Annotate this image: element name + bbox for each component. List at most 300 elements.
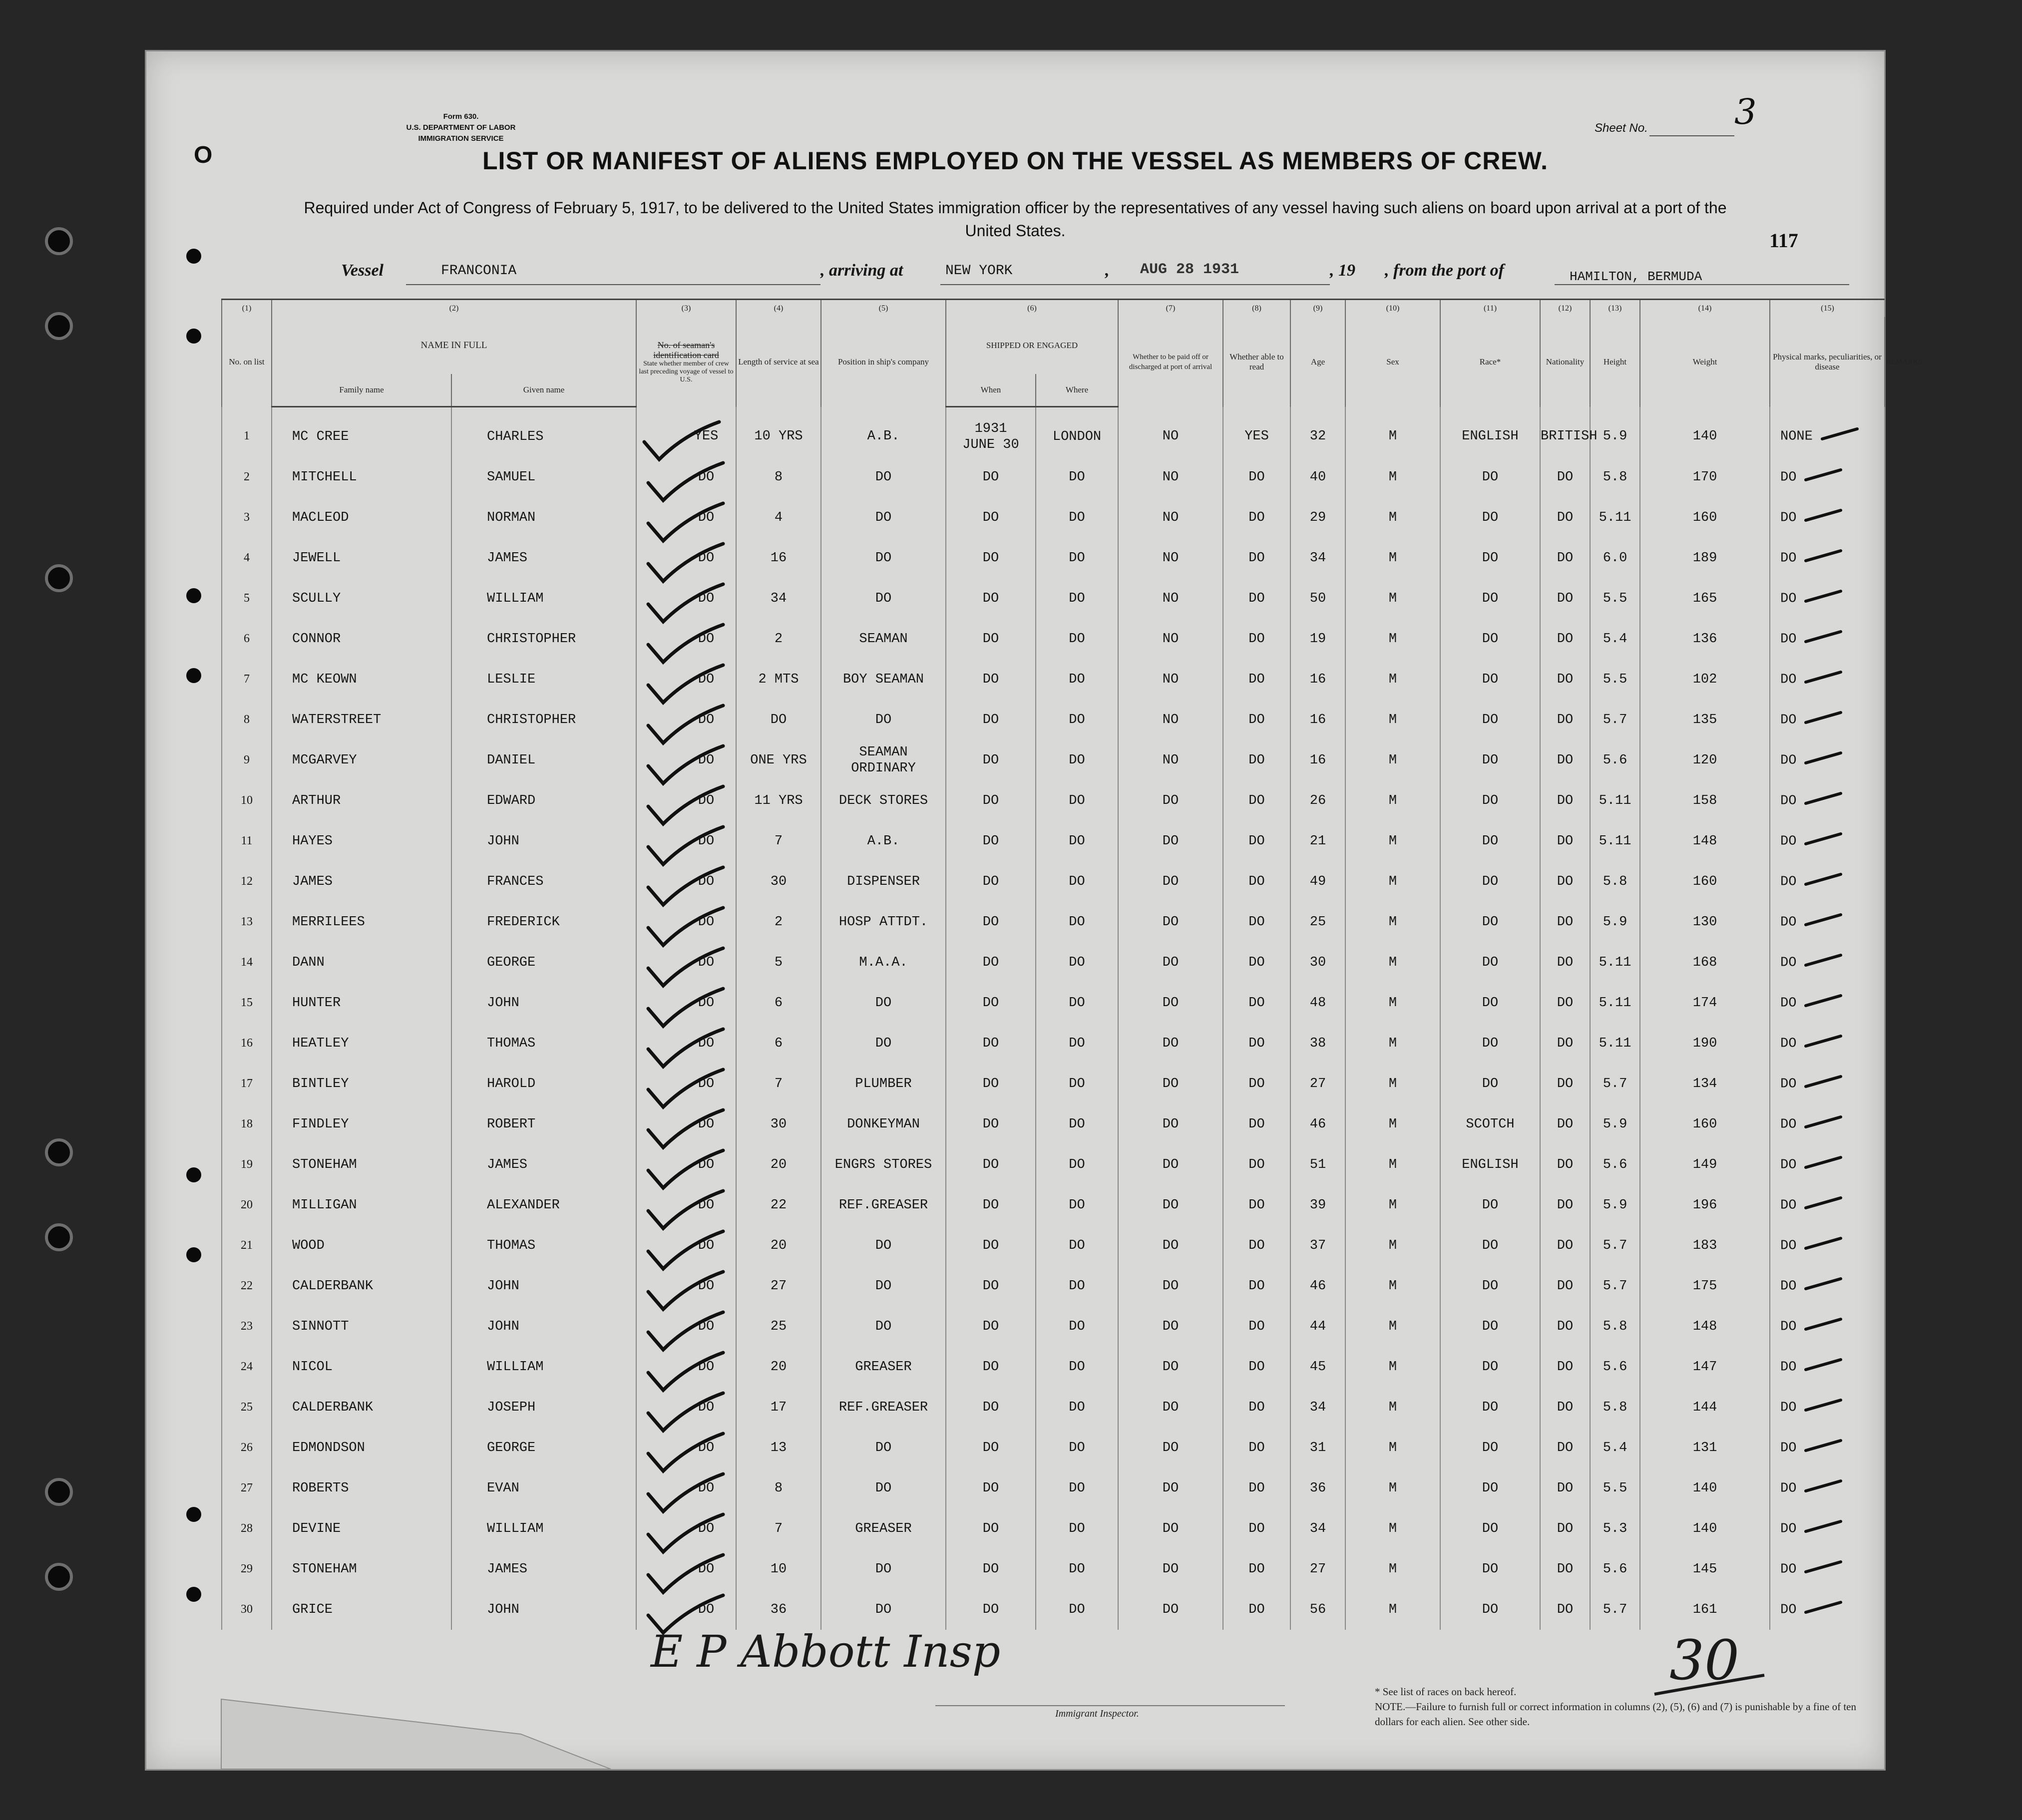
paid-off: NO	[1118, 407, 1223, 457]
paid-off: DO	[1118, 1225, 1223, 1266]
inspector-label: Immigrant Inspector.	[1055, 1708, 1139, 1719]
given-name: WILLIAM	[451, 1508, 636, 1549]
family-name: DANN	[272, 942, 451, 983]
page-subtitle: Required under Act of Congress of February 5, 1917, to be delivered to the United States immigration officer by the representatives of any vessel having such aliens on board upon arrival at a port of the United States.	[304, 199, 1727, 240]
shipped-where: DO	[1036, 1023, 1118, 1064]
physical-marks: DO	[1780, 591, 1797, 607]
sex: M	[1345, 619, 1440, 659]
header-paid-off: Whether to be paid off or discharged at port of arrival	[1118, 317, 1223, 407]
family-name: FINDLEY	[272, 1104, 451, 1144]
height: 5.9	[1590, 902, 1640, 942]
punch-hole	[45, 1478, 73, 1506]
shipped-when: DO	[982, 469, 999, 485]
paid-off: NO	[1118, 700, 1223, 740]
shipped-when-cell	[946, 619, 1036, 659]
id-card-cell	[636, 821, 736, 861]
marks-cell	[1770, 700, 1885, 740]
shipped-when-cell	[946, 1468, 1036, 1508]
weight: 161	[1640, 1589, 1770, 1630]
race: ENGLISH	[1440, 407, 1540, 457]
nationality: DO	[1540, 1144, 1590, 1185]
height: 5.8	[1590, 1387, 1640, 1428]
inspector-signature	[646, 1617, 1001, 1702]
able-read: DO	[1223, 942, 1290, 983]
list-number: 18	[222, 1104, 272, 1144]
shipped-when-cell	[946, 1023, 1036, 1064]
marks-cell	[1770, 659, 1885, 700]
shipped-when-cell	[946, 538, 1036, 578]
shipped-when: DO	[982, 1319, 999, 1334]
able-read: DO	[1223, 1549, 1290, 1589]
marks-cell	[1770, 1266, 1885, 1306]
header-age: Age	[1290, 317, 1345, 407]
physical-marks: DO	[1780, 834, 1797, 849]
binder-hole	[186, 588, 201, 603]
nationality: DO	[1540, 1387, 1590, 1428]
weight: 135	[1640, 700, 1770, 740]
position: A.B.	[867, 428, 900, 444]
inspector-line	[935, 1705, 1285, 1706]
given-name: JOHN	[451, 1306, 636, 1347]
position: DISPENSER	[847, 874, 920, 889]
marks-cell	[1770, 983, 1885, 1023]
given-name: LESLIE	[451, 659, 636, 700]
id-card-cell	[636, 1266, 736, 1306]
position: DO	[875, 1238, 892, 1253]
given-name: ALEXANDER	[451, 1185, 636, 1225]
position-cell	[821, 1387, 946, 1428]
paid-off: NO	[1118, 740, 1223, 780]
height: 5.3	[1590, 1508, 1640, 1549]
physical-marks: DO	[1780, 1360, 1797, 1375]
physical-marks: NONE	[1780, 429, 1813, 444]
paid-off: NO	[1118, 497, 1223, 538]
height: 5.9	[1590, 407, 1640, 457]
physical-marks: DO	[1780, 915, 1797, 930]
position-line-1: SEAMAN	[859, 744, 908, 760]
shipped-when: DO	[982, 1238, 999, 1253]
marks-cell	[1770, 821, 1885, 861]
position: DO	[875, 591, 892, 606]
punch-hole	[45, 227, 73, 255]
position-cell	[821, 1185, 946, 1225]
tick-mark	[1803, 869, 1843, 894]
family-name: BINTLEY	[272, 1064, 451, 1104]
height: 5.8	[1590, 457, 1640, 497]
position: DO	[875, 1278, 892, 1294]
height: 5.11	[1590, 983, 1640, 1023]
sex: M	[1345, 942, 1440, 983]
shipped-where: DO	[1036, 578, 1118, 619]
length-service: 25	[736, 1306, 821, 1347]
weight: 134	[1640, 1064, 1770, 1104]
height: 5.8	[1590, 861, 1640, 902]
able-read: DO	[1223, 619, 1290, 659]
sex: M	[1345, 902, 1440, 942]
nationality: DO	[1540, 1266, 1590, 1306]
position: GREASER	[855, 1359, 912, 1375]
given-name: ROBERT	[451, 1104, 636, 1144]
sex: M	[1345, 821, 1440, 861]
sex: M	[1345, 700, 1440, 740]
length-service: 34	[736, 578, 821, 619]
punch-hole	[45, 312, 73, 340]
age: 21	[1290, 821, 1345, 861]
shipped-where: DO	[1036, 659, 1118, 700]
age: 34	[1290, 1508, 1345, 1549]
shipped-when-cell	[946, 1306, 1036, 1347]
physical-marks: DO	[1780, 1198, 1797, 1213]
race: DO	[1440, 1508, 1540, 1549]
physical-marks: DO	[1780, 1441, 1797, 1456]
given-name: GEORGE	[451, 1428, 636, 1468]
margin-mark: O	[194, 142, 213, 168]
arriving-port: NEW YORK	[945, 263, 1013, 279]
binder-hole	[186, 329, 201, 344]
shipped-when-cell	[946, 659, 1036, 700]
nationality: DO	[1540, 1468, 1590, 1508]
header-no-on-list: No. on list	[222, 317, 272, 407]
length-service: 20	[736, 1144, 821, 1185]
shipped-when-cell	[946, 578, 1036, 619]
nationality: DO	[1540, 1306, 1590, 1347]
marks-cell	[1770, 1023, 1885, 1064]
paid-off: NO	[1118, 619, 1223, 659]
shipped-where: DO	[1036, 1387, 1118, 1428]
punch-hole	[45, 1138, 73, 1166]
shipped-when-cell	[946, 457, 1036, 497]
nationality: DO	[1540, 1225, 1590, 1266]
physical-marks: DO	[1780, 1238, 1797, 1254]
position: ENGRS STORES	[834, 1157, 932, 1172]
given-name: JOHN	[451, 821, 636, 861]
family-name: CALDERBANK	[272, 1387, 451, 1428]
marks-cell	[1770, 1104, 1885, 1144]
paid-off: DO	[1118, 983, 1223, 1023]
position-cell	[821, 700, 946, 740]
crew-table	[221, 299, 1885, 1630]
race: DO	[1440, 457, 1540, 497]
sex: M	[1345, 1104, 1440, 1144]
header-position: Position in ship's company	[821, 317, 946, 407]
physical-marks: DO	[1780, 1157, 1797, 1173]
id-card: DO	[698, 672, 715, 687]
paid-off: DO	[1118, 780, 1223, 821]
sex: M	[1345, 1508, 1440, 1549]
shipped-when: DO	[982, 631, 999, 647]
nationality: DO	[1540, 1104, 1590, 1144]
nationality: DO	[1540, 457, 1590, 497]
physical-marks: DO	[1780, 1077, 1797, 1092]
weight: 175	[1640, 1266, 1770, 1306]
sex: M	[1345, 780, 1440, 821]
family-name: ROBERTS	[272, 1468, 451, 1508]
marks-cell	[1770, 578, 1885, 619]
colnum-12: (12)	[1540, 300, 1590, 318]
list-number: 13	[222, 902, 272, 942]
position: SEAMAN	[859, 631, 908, 647]
given-name: JOHN	[451, 1589, 636, 1630]
id-card: DO	[698, 833, 715, 849]
shipped-where: DO	[1036, 700, 1118, 740]
weight: 160	[1640, 1104, 1770, 1144]
colnum-11: (11)	[1440, 300, 1540, 318]
header-weight: Weight	[1640, 317, 1770, 407]
paid-off: DO	[1118, 1428, 1223, 1468]
shipped-when-cell	[946, 1185, 1036, 1225]
shipped-where: DO	[1036, 1347, 1118, 1387]
shipped-where: DO	[1036, 1306, 1118, 1347]
position-cell	[821, 538, 946, 578]
sex: M	[1345, 1387, 1440, 1428]
id-card: DO	[698, 874, 715, 889]
id-card-cell	[636, 1064, 736, 1104]
age: 16	[1290, 700, 1345, 740]
able-read: DO	[1223, 457, 1290, 497]
tick-mark	[1803, 1314, 1843, 1339]
physical-marks: DO	[1780, 955, 1797, 971]
shipped-when: DO	[982, 752, 999, 768]
given-name: JAMES	[451, 1549, 636, 1589]
id-card-cell	[636, 1104, 736, 1144]
arriving-label: , arriving at	[820, 261, 903, 280]
height: 5.7	[1590, 1589, 1640, 1630]
table-row	[222, 659, 1885, 700]
manifest-sheet	[145, 50, 1886, 1771]
weight: 168	[1640, 942, 1770, 983]
marks-cell	[1770, 1306, 1885, 1347]
nationality: DO	[1540, 1347, 1590, 1387]
shipped-where: DO	[1036, 1064, 1118, 1104]
from-port-underline	[1555, 284, 1849, 285]
position-cell	[821, 1549, 946, 1589]
id-card-cell	[636, 983, 736, 1023]
table-row	[222, 1549, 1885, 1589]
nationality: DO	[1540, 1508, 1590, 1549]
position: DO	[875, 1319, 892, 1334]
table-row	[222, 497, 1885, 538]
tick-mark	[1803, 1031, 1843, 1056]
able-read: DO	[1223, 1064, 1290, 1104]
able-read: DO	[1223, 1428, 1290, 1468]
tick-mark	[1803, 910, 1843, 934]
table-row	[222, 821, 1885, 861]
weight: 165	[1640, 578, 1770, 619]
sex: M	[1345, 659, 1440, 700]
sex: M	[1345, 1347, 1440, 1387]
position-cell	[821, 1144, 946, 1185]
physical-marks: DO	[1780, 1602, 1797, 1618]
header-sex: Sex	[1345, 317, 1440, 407]
able-read: DO	[1223, 740, 1290, 780]
id-card: DO	[698, 1561, 715, 1577]
nationality: DO	[1540, 1064, 1590, 1104]
tick-mark	[1820, 424, 1860, 448]
family-name: MC KEOWN	[272, 659, 451, 700]
length-service: 2	[736, 902, 821, 942]
given-name: JOHN	[451, 1266, 636, 1306]
crew-rows	[222, 407, 1885, 1630]
shipped-when: DO	[982, 1359, 999, 1375]
id-card: DO	[698, 955, 715, 970]
race: DO	[1440, 538, 1540, 578]
header-id-card-struck: No. of seaman's identification card	[653, 340, 719, 360]
height: 5.9	[1590, 1104, 1640, 1144]
id-card-cell	[636, 780, 736, 821]
sex: M	[1345, 578, 1440, 619]
height: 5.4	[1590, 1428, 1640, 1468]
binder-hole	[186, 668, 201, 683]
weight: 160	[1640, 861, 1770, 902]
age: 37	[1290, 1225, 1345, 1266]
shipped-when-cell	[946, 1428, 1036, 1468]
age: 49	[1290, 861, 1345, 902]
list-number: 21	[222, 1225, 272, 1266]
age: 40	[1290, 457, 1345, 497]
id-card-cell	[636, 1428, 736, 1468]
marks-cell	[1770, 780, 1885, 821]
race: DO	[1440, 1023, 1540, 1064]
list-number: 26	[222, 1428, 272, 1468]
height: 5.7	[1590, 1225, 1640, 1266]
race: DO	[1440, 780, 1540, 821]
shipped-when-cell	[946, 861, 1036, 902]
given-name: FREDERICK	[451, 902, 636, 942]
shipped-where: DO	[1036, 821, 1118, 861]
header-length-service: Length of service at sea	[736, 317, 821, 407]
paid-off: DO	[1118, 1508, 1223, 1549]
age: 44	[1290, 1306, 1345, 1347]
race: ENGLISH	[1440, 1144, 1540, 1185]
length-service: 8	[736, 457, 821, 497]
header-nationality: Nationality	[1540, 317, 1590, 407]
nationality: DO	[1540, 659, 1590, 700]
paid-off: NO	[1118, 538, 1223, 578]
table-row	[222, 1185, 1885, 1225]
marks-cell	[1770, 1387, 1885, 1428]
table-row	[222, 1428, 1885, 1468]
shipped-when: DO	[982, 1440, 999, 1456]
marks-cell	[1770, 497, 1885, 538]
family-name: HEATLEY	[272, 1023, 451, 1064]
id-card-cell	[636, 407, 736, 457]
nationality: DO	[1540, 578, 1590, 619]
paid-off: DO	[1118, 1144, 1223, 1185]
height: 5.6	[1590, 1347, 1640, 1387]
colnum-8: (8)	[1223, 300, 1290, 318]
marks-cell	[1770, 1508, 1885, 1549]
race: DO	[1440, 1468, 1540, 1508]
family-name: SCULLY	[272, 578, 451, 619]
table-row	[222, 1104, 1885, 1144]
family-name: JAMES	[272, 861, 451, 902]
list-number: 14	[222, 942, 272, 983]
able-read: DO	[1223, 902, 1290, 942]
id-card-cell	[636, 1508, 736, 1549]
list-number: 16	[222, 1023, 272, 1064]
colnum-14: (14)	[1640, 300, 1770, 318]
header-height: Height	[1590, 317, 1640, 407]
able-read: DO	[1223, 497, 1290, 538]
sex: M	[1345, 1225, 1440, 1266]
race: DO	[1440, 619, 1540, 659]
marks-cell	[1770, 1144, 1885, 1185]
marks-cell	[1770, 619, 1885, 659]
list-number: 24	[222, 1347, 272, 1387]
physical-marks: DO	[1780, 753, 1797, 768]
length-service: 17	[736, 1387, 821, 1428]
shipped-when-cell	[946, 821, 1036, 861]
race: DO	[1440, 902, 1540, 942]
height: 5.11	[1590, 780, 1640, 821]
id-card-cell	[636, 861, 736, 902]
paid-off: DO	[1118, 821, 1223, 861]
table-row	[222, 1387, 1885, 1428]
marks-cell	[1770, 942, 1885, 983]
family-name: JEWELL	[272, 538, 451, 578]
physical-marks: DO	[1780, 1117, 1797, 1132]
id-card-cell	[636, 942, 736, 983]
header-name-in-full: NAME IN FULL	[272, 317, 636, 374]
race: DO	[1440, 497, 1540, 538]
shipped-where: DO	[1036, 1468, 1118, 1508]
list-number: 1	[222, 407, 272, 457]
weight: 190	[1640, 1023, 1770, 1064]
weight: 183	[1640, 1225, 1770, 1266]
shipped-when: DO	[982, 1480, 999, 1496]
shipped-when: DO	[982, 955, 999, 970]
able-read: DO	[1223, 1266, 1290, 1306]
position: BOY SEAMAN	[842, 672, 924, 687]
id-card: DO	[698, 631, 715, 647]
sex: M	[1345, 1064, 1440, 1104]
physical-marks: DO	[1780, 1036, 1797, 1052]
table-row	[222, 1306, 1885, 1347]
sex: M	[1345, 1144, 1440, 1185]
list-number: 2	[222, 457, 272, 497]
list-number: 29	[222, 1549, 272, 1589]
tick-mark	[1803, 1152, 1843, 1177]
tick-mark	[1803, 1193, 1843, 1217]
family-name: WOOD	[272, 1225, 451, 1266]
sheet-label: Sheet No.	[1595, 121, 1648, 135]
height: 5.11	[1590, 1023, 1640, 1064]
position-cell	[821, 1266, 946, 1306]
length-service: 16	[736, 538, 821, 578]
able-read: DO	[1223, 983, 1290, 1023]
nationality: DO	[1540, 780, 1590, 821]
id-card-cell	[636, 902, 736, 942]
tick-mark	[1803, 1476, 1843, 1500]
vessel-label: Vessel	[341, 261, 384, 280]
list-number: 5	[222, 578, 272, 619]
nationality: DO	[1540, 942, 1590, 983]
shipped-when-cell	[946, 902, 1036, 942]
shipped-year: 1931	[974, 421, 1007, 436]
weight: 147	[1640, 1347, 1770, 1387]
paid-off: DO	[1118, 1023, 1223, 1064]
shipped-when: JUNE 30	[962, 437, 1019, 452]
table-row	[222, 538, 1885, 578]
from-port-label: , from the port of	[1385, 261, 1504, 280]
length-service: 10 YRS	[736, 407, 821, 457]
year-label: , 19	[1330, 261, 1355, 280]
vessel-line	[341, 261, 1839, 289]
paid-off: DO	[1118, 1064, 1223, 1104]
tick-mark	[1803, 586, 1843, 611]
shipped-when-cell	[946, 1347, 1036, 1387]
colnum-2: (2)	[272, 300, 636, 318]
